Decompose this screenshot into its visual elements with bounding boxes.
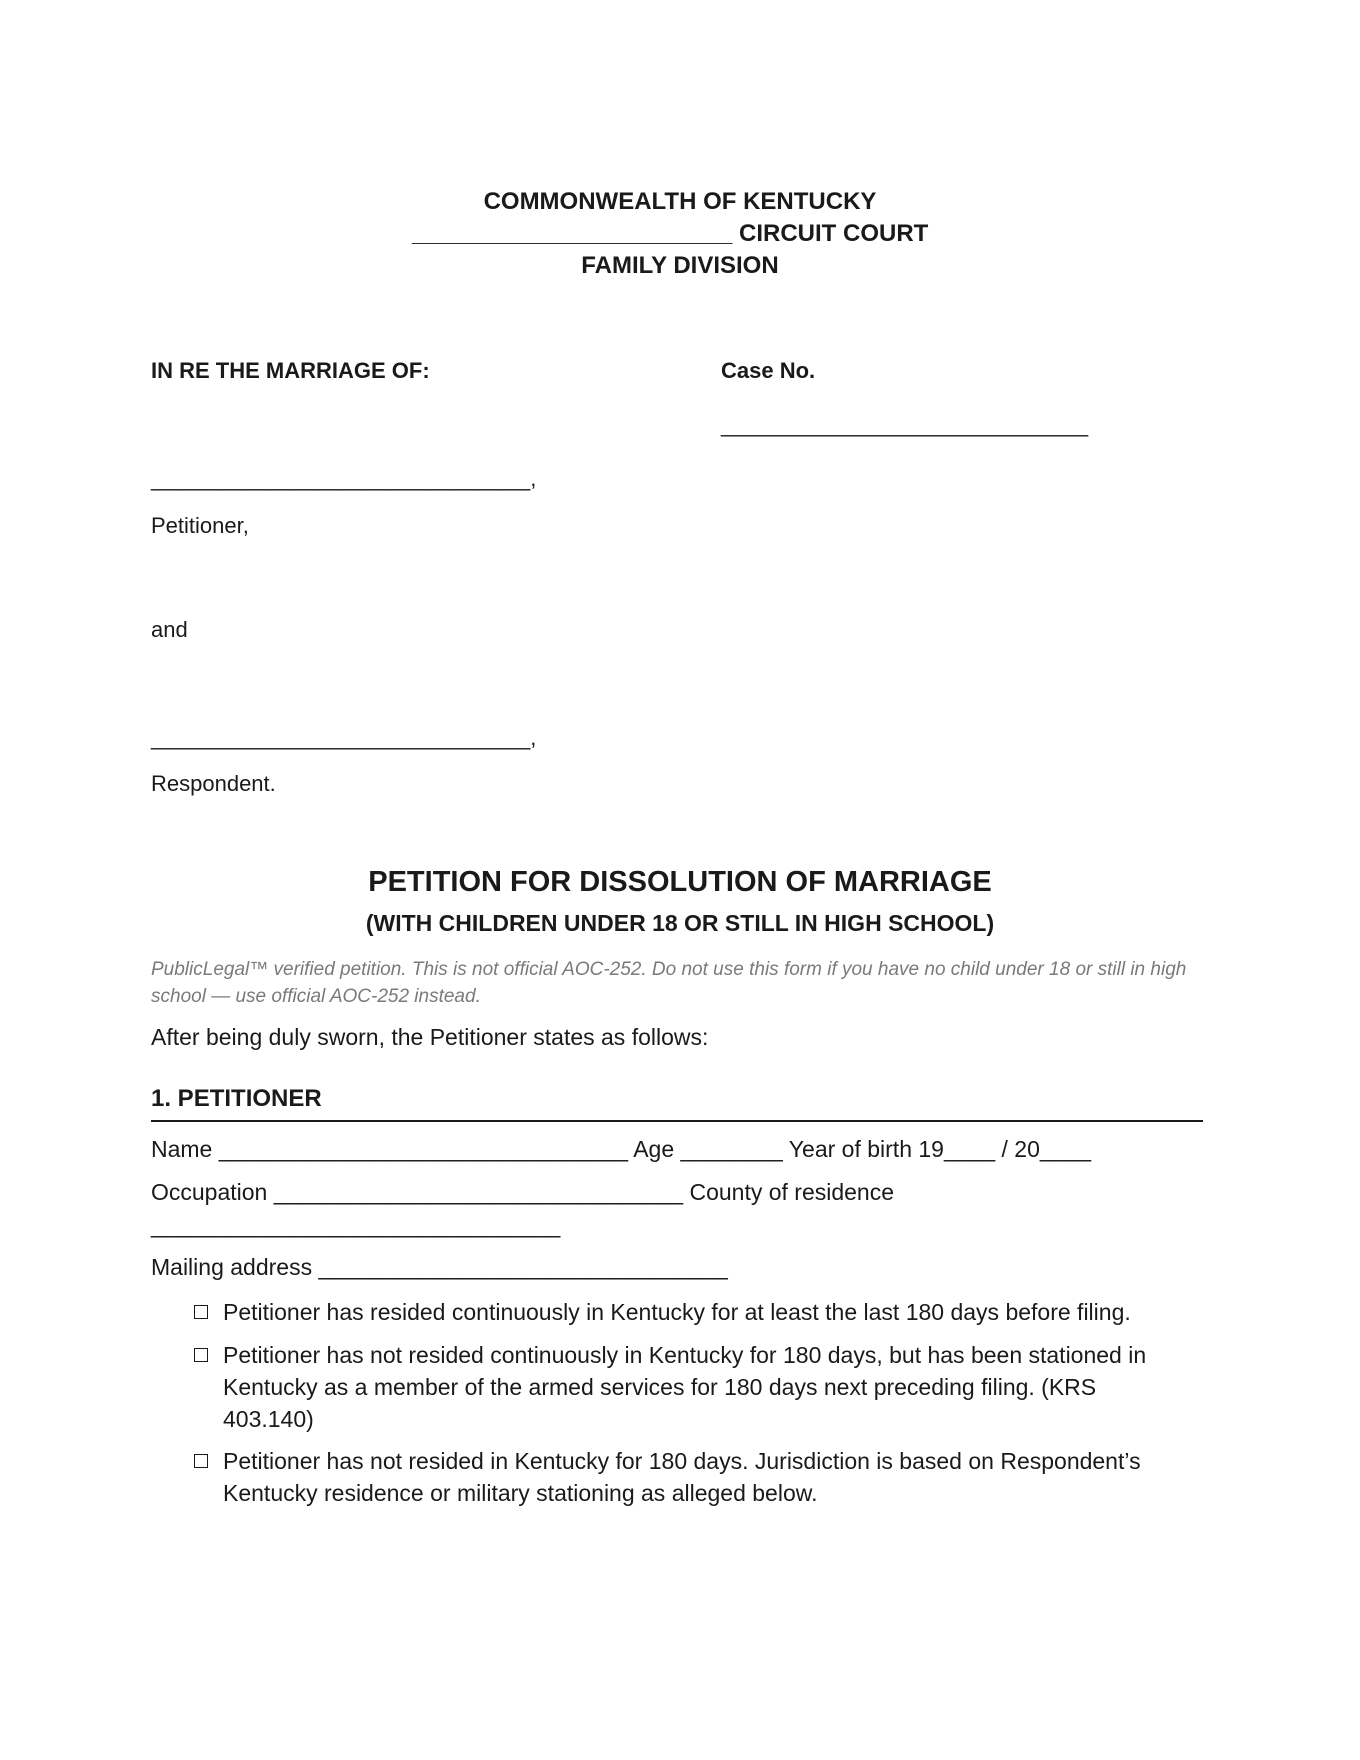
court-header-division: FAMILY DIVISION [581, 252, 779, 279]
residency-option-3: Petitioner has not resided in Kentucky for 180 days. Jurisdiction is based on Respondent’s Kentucky residence or military stationing as alleged below. [223, 1448, 1141, 1506]
residency-option-2: Petitioner has not resided continuously in Kentucky for 180 days, but has been stationed in Kentucky as a member of the armed services for 180 days next preceding filing. (KRS 403.140) [223, 1342, 1147, 1432]
petitioner-label: Petitioner, [151, 513, 249, 538]
in-re-label: IN RE THE MARRIAGE OF: [151, 358, 430, 383]
court-header-circuit: ________________________ CIRCUIT COURT [412, 220, 929, 247]
checkbox-icon[interactable] [194, 1454, 208, 1468]
petition-subtitle: (WITH CHILDREN UNDER 18 OR STILL IN HIGH SCHOOL) [365, 910, 995, 936]
case-no-label: Case No. [721, 358, 816, 383]
and-label: and [151, 617, 188, 642]
respondent-label: Respondent. [151, 771, 276, 796]
petitioner-name-field[interactable]: _______________________________, [151, 466, 537, 491]
checkbox-icon[interactable] [194, 1348, 208, 1362]
court-header-commonwealth: COMMONWEALTH OF KENTUCKY [483, 188, 877, 215]
residency-option-1: Petitioner has resided continuously in Kentucky for at least the last 180 days before filing. [223, 1299, 1131, 1325]
intro-text: After being duly sworn, the Petitioner states as follows: [151, 1024, 709, 1050]
respondent-name-field[interactable]: _______________________________, [151, 725, 537, 750]
petition-title: PETITION FOR DISSOLUTION OF MARRIAGE [368, 866, 992, 898]
checkbox-icon[interactable] [194, 1305, 208, 1319]
occupation-county-line[interactable]: Occupation ________________________________ County of residence [151, 1179, 895, 1205]
county-of-residence-field[interactable]: ________________________________ [151, 1212, 561, 1238]
mailing-address-line[interactable]: Mailing address ________________________________ [151, 1254, 728, 1280]
name-age-birth-line[interactable]: Name ________________________________ Age ________ Year of birth 19____ / 20____ [151, 1136, 1092, 1162]
section-heading-petitioner: 1. PETITIONER [151, 1085, 322, 1112]
disclaimer-note: PublicLegal™ verified petition. This is not official AOC-252. Do not use this form if you have no child under 18 or still in high school — use official AOC-252 instead. [151, 959, 1187, 1007]
case-no-field[interactable]: ______________________________ [721, 412, 1089, 437]
section-divider [151, 1120, 1203, 1122]
